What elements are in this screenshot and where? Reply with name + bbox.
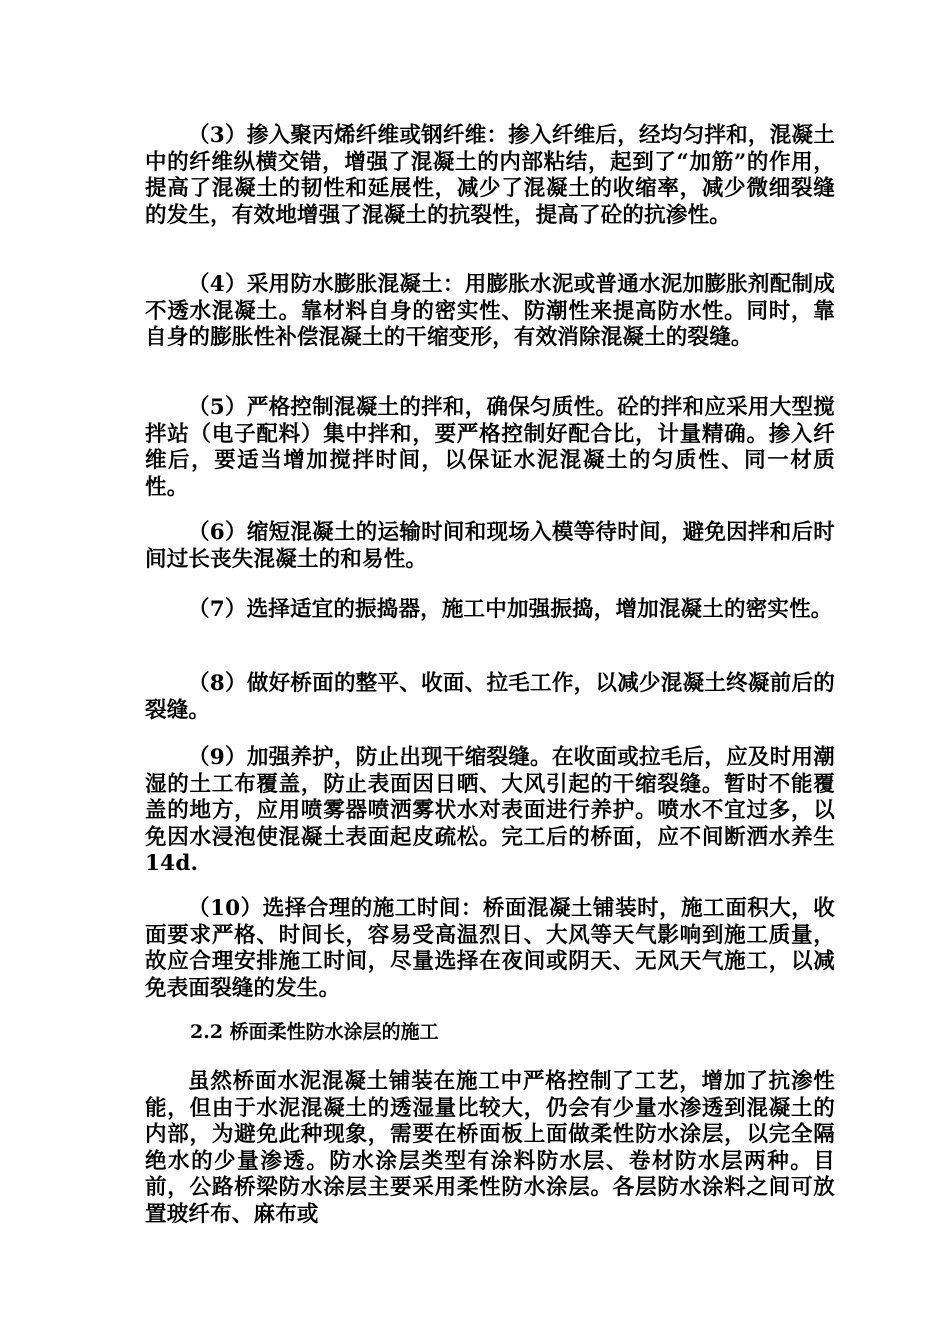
final-paragraph: 虽然桥面水泥混凝土铺装在施工中严格控制了工艺，增加了抗渗性能，但由于水泥混凝土的透湿量比较大，仍会有少量水渗透到混凝土的内部，为避免此种现象，需要在桥面板上面做柔性防水涂层，以完全隔绝水的少量渗透。防水涂层类型有涂料防水层、卷材防水层两种。目前，公路桥梁防水涂层主要采用柔性防水涂层。各层防水涂料之间可放置玻纤布、麻布或 [145, 1069, 835, 1227]
paragraph-3: （3）掺入聚丙烯纤维或钢纤维：掺入纤维后，经均匀拌和，混凝土中的纤维纵横交错，增强了混凝土的内部粘结，起到了“加筋”的作用，提高了混凝土的韧性和延展性，减少了混凝土的收缩率，减少微细裂缝的发生，有效地增强了混凝土的抗裂性，提高了砼的抗渗性。 [145, 123, 835, 228]
paragraph-8: （8）做好桥面的整平、收面、拉毛工作，以减少混凝土终凝前后的裂缝。 [145, 671, 835, 723]
section-heading: 2.2 桥面柔性防水涂层的施工 [190, 1021, 439, 1043]
paragraph-4: （4）采用防水膨胀混凝土：用膨胀水泥或普通水泥加膨胀剂配制成不透水混凝土。靠材料自身的密实性、防潮性来提高防水性。同时，靠自身的膨胀性补偿混凝土的干缩变形，有效消除混凝土的裂缝。 [145, 272, 835, 350]
paragraph-7: （7）选择适宜的振捣器，施工中加强振捣，增加混凝土的密实性。 [188, 597, 833, 622]
paragraph-10: （10）选择合理的施工时间：桥面混凝土铺装时，施工面积大，收面要求严格、时间长，容易受高温烈日、大风等天气影响到施工质量，故应合理安排施工时间，尽量选择在夜间或阴天、无风天气施工，以减免表面裂缝的发生。 [145, 896, 835, 1001]
paragraph-9: （9）加强养护，防止出现干缩裂缝。在收面或拉毛后，应及时用潮湿的土工布覆盖，防止表面因日晒、大风引起的干缩裂缝。暂时不能覆盖的地方，应用喷雾器喷洒雾状水对表面进行养护。喷水不宜过多，以免因水浸泡使混凝土表面起皮疏松。完工后的桥面，应不间断洒水养生 14d. [145, 745, 835, 876]
paragraph-5: （5）严格控制混凝土的拌和，确保匀质性。砼的拌和应采用大型搅拌站（电子配料）集中拌和，要严格控制好配合比，计量精确。掺入纤维后，要适当增加搅拌时间，以保证水泥混凝土的匀质性、同一材质性。 [145, 395, 835, 500]
paragraph-6: （6）缩短混凝土的运输时间和现场入模等待时间，避免因拌和后时间过长丧失混凝土的和易性。 [145, 520, 835, 572]
